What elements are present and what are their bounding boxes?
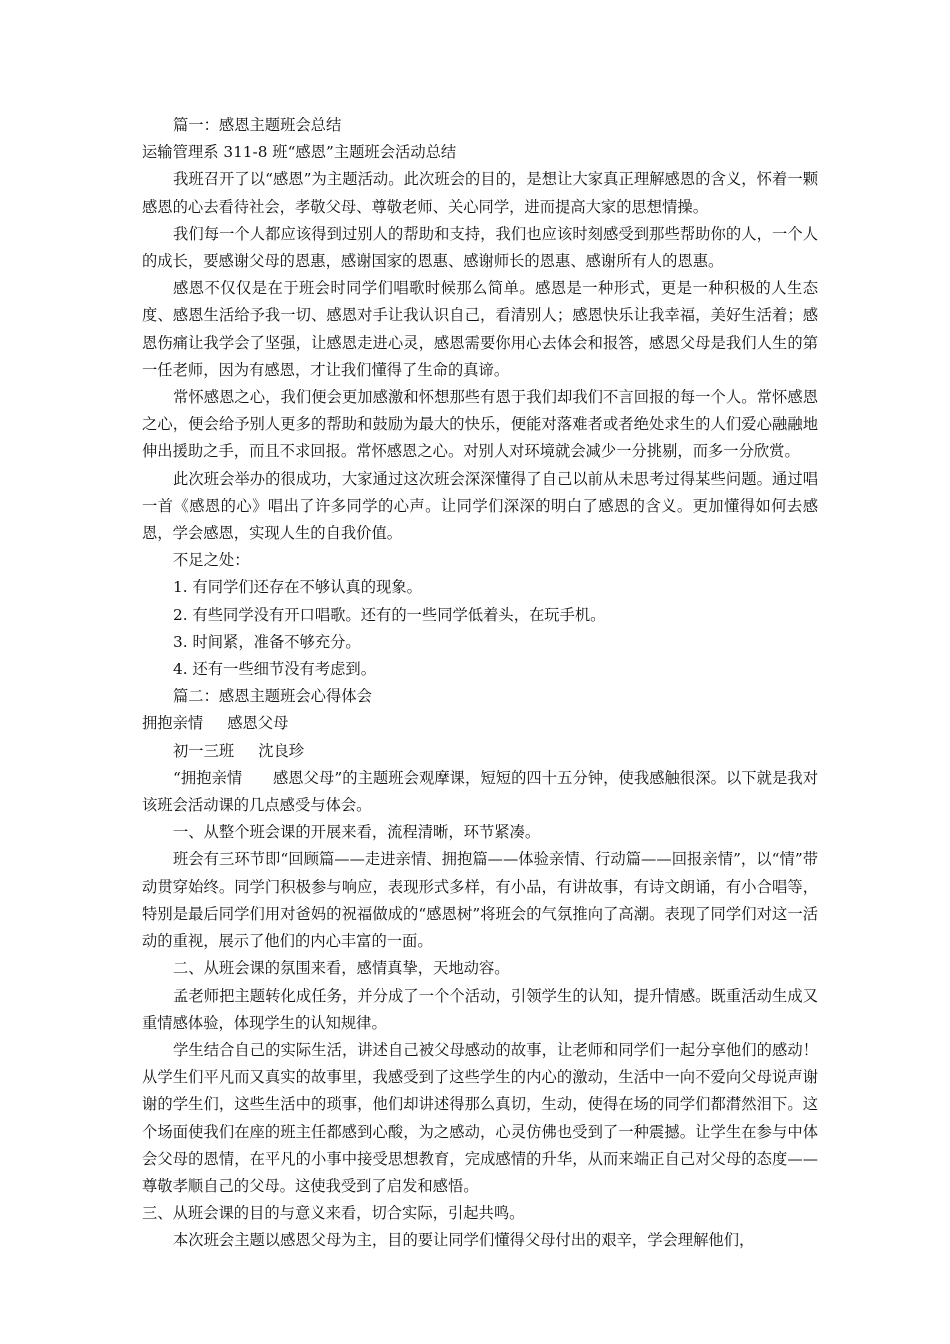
paragraph-3: 感恩不仅仅是在于班会时同学们唱歌时候那么简单。感恩是一种形式，更是一种积极的人生态度、感恩生活给予我一切、感恩对手让我认识自己，看清别人；感恩快乐让我幸福，美好生活着；感恩伤痛让我学会了坚强，让感恩走进心灵，感恩需要你用心去体会和报答，感恩父母是我们人生的第一任老师，因为有感恩，才让我们懂得了生命的真谛。 [142,279,818,379]
author-name: 沈良珍 [258,741,305,760]
section-one-subtitle: 运输管理系 311-8 班“感恩”主题班会活动总结 [142,143,457,162]
section-one-title: 篇一：感恩主题班会总结 [173,116,342,134]
author-line [142,738,818,765]
paragraph-1: 我班召开了以“感恩”为主题活动。此次班会的目的，是想让大家真正理解感恩的含义，怀着一颗感恩的心去看待社会，孝敬父母、尊敬老师、关心同学，进而提高大家的思想情操。 [142,170,818,216]
section-two-subtitle [142,710,818,737]
paragraph-10: 本次班会主题以感恩父母为主，目的要让同学们懂得父母付出的艰辛，学会理解他们， [173,1231,755,1250]
paragraph-5: 此次班会举办的很成功，大家通过这次班会深深懂得了自己以前从未思考过得某些问题。通过唱一首《感恩的心》唱出了许多同学的心声。让同学们深深的明白了感恩的含义。更加懂得如何去感恩，学会感恩，实现人生的自我价值。 [142,469,818,543]
subtitle-part-b: 感恩父母 [227,714,289,733]
list-item: 1. 有同学们还存在不够认真的现象。 [173,578,422,597]
paragraph-9: 学生结合自己的实际生活，讲述自己被父母感动的故事，让老师和同学们一起分享他们的感动！从学生们平凡而又真实的故事里，我感受到了这些学生的内心的激动，生活中一向不爱向父母说声谢谢的学生们，这些生活中的琐事，他们却讲述得那么真切，生动，使得在场的同学们都潸然泪下。这个场面使我们在座的班主任都感到心酸，为之感动，心灵仿佛也受到了一种震撼。让学生在参与中体会父母的恩情，在平凡的小事中接受思想教育，完成感情的升华，从而来端正自己对父母的态度——尊敬孝顺自己的父母。这使我受到了启发和感悟。 [142,1040,818,1195]
paragraph-2: 我们每一个人都应该得到过别人的帮助和支持，我们也应该时刻感受到那些帮助你的人，一个人的成长，要感谢父母的恩惠，感谢国家的恩惠、感谢师长的恩惠、感谢所有人的恩惠。 [142,224,818,271]
author-class: 初一三班 [173,741,235,760]
shortfall-heading: 不足之处： [173,551,250,570]
heading-three: 三、从班会课的目的与意义来看，切合实际，引起共鸣。 [142,1204,525,1223]
list-item: 2. 有些同学没有开口唱歌。还有的一些同学低着头，在玩手机。 [173,605,606,624]
list-item: 3. 时间紧，准备不够充分。 [173,632,361,651]
subtitle-part-a: 拥抱亲情 [142,714,204,733]
list-item: 4. 还有一些细节没有考虑到。 [173,660,377,679]
heading-one: 一、从整个班会课的开展来看，流程清晰，环节紧凑。 [173,823,541,842]
section-two-title: 篇二：感恩主题班会心得体会 [173,687,372,706]
heading-two: 二、从班会课的氛围来看，感情真挚，天地动容。 [173,959,510,978]
paragraph-4: 常怀感恩之心，我们便会更加感激和怀想那些有恩于我们却我们不言回报的每一个人。常怀感恩之心，便会给予别人更多的帮助和鼓励为最大的快乐，便能对落难者或者绝处求生的人们爱心融融地伸出援助之手，而且不求回报。常怀感恩之心。对别人对环境就会减少一分挑剔，而多一分欣赏。 [142,388,818,461]
paragraph-6: “拥抱亲情 感恩父母”的主题班会观摩课，短短的四十五分钟，使我感触很深。以下就是我对该班会活动课的几点感受与体会。 [142,768,818,815]
paragraph-7: 班会有三环节即“回顾篇——走进亲情、拥抱篇——体验亲情、行动篇——回报亲情”，以“情”带动贯穿始终。同学门积极参与响应，表现形式多样，有小品，有讲故事，有诗文朗诵，有小合唱等，特别是最后同学们用对爸妈的祝福做成的“感恩树”将班会的气氛推向了高潮。表现了同学们对这一活动的重视，展示了他们的内心丰富的一面。 [142,850,818,951]
document-page [142,112,818,1255]
paragraph-8: 孟老师把主题转化成任务，并分成了一个个活动，引领学生的认知，提升情感。既重活动生成又重情感体验，体现学生的认知规律。 [142,986,818,1032]
